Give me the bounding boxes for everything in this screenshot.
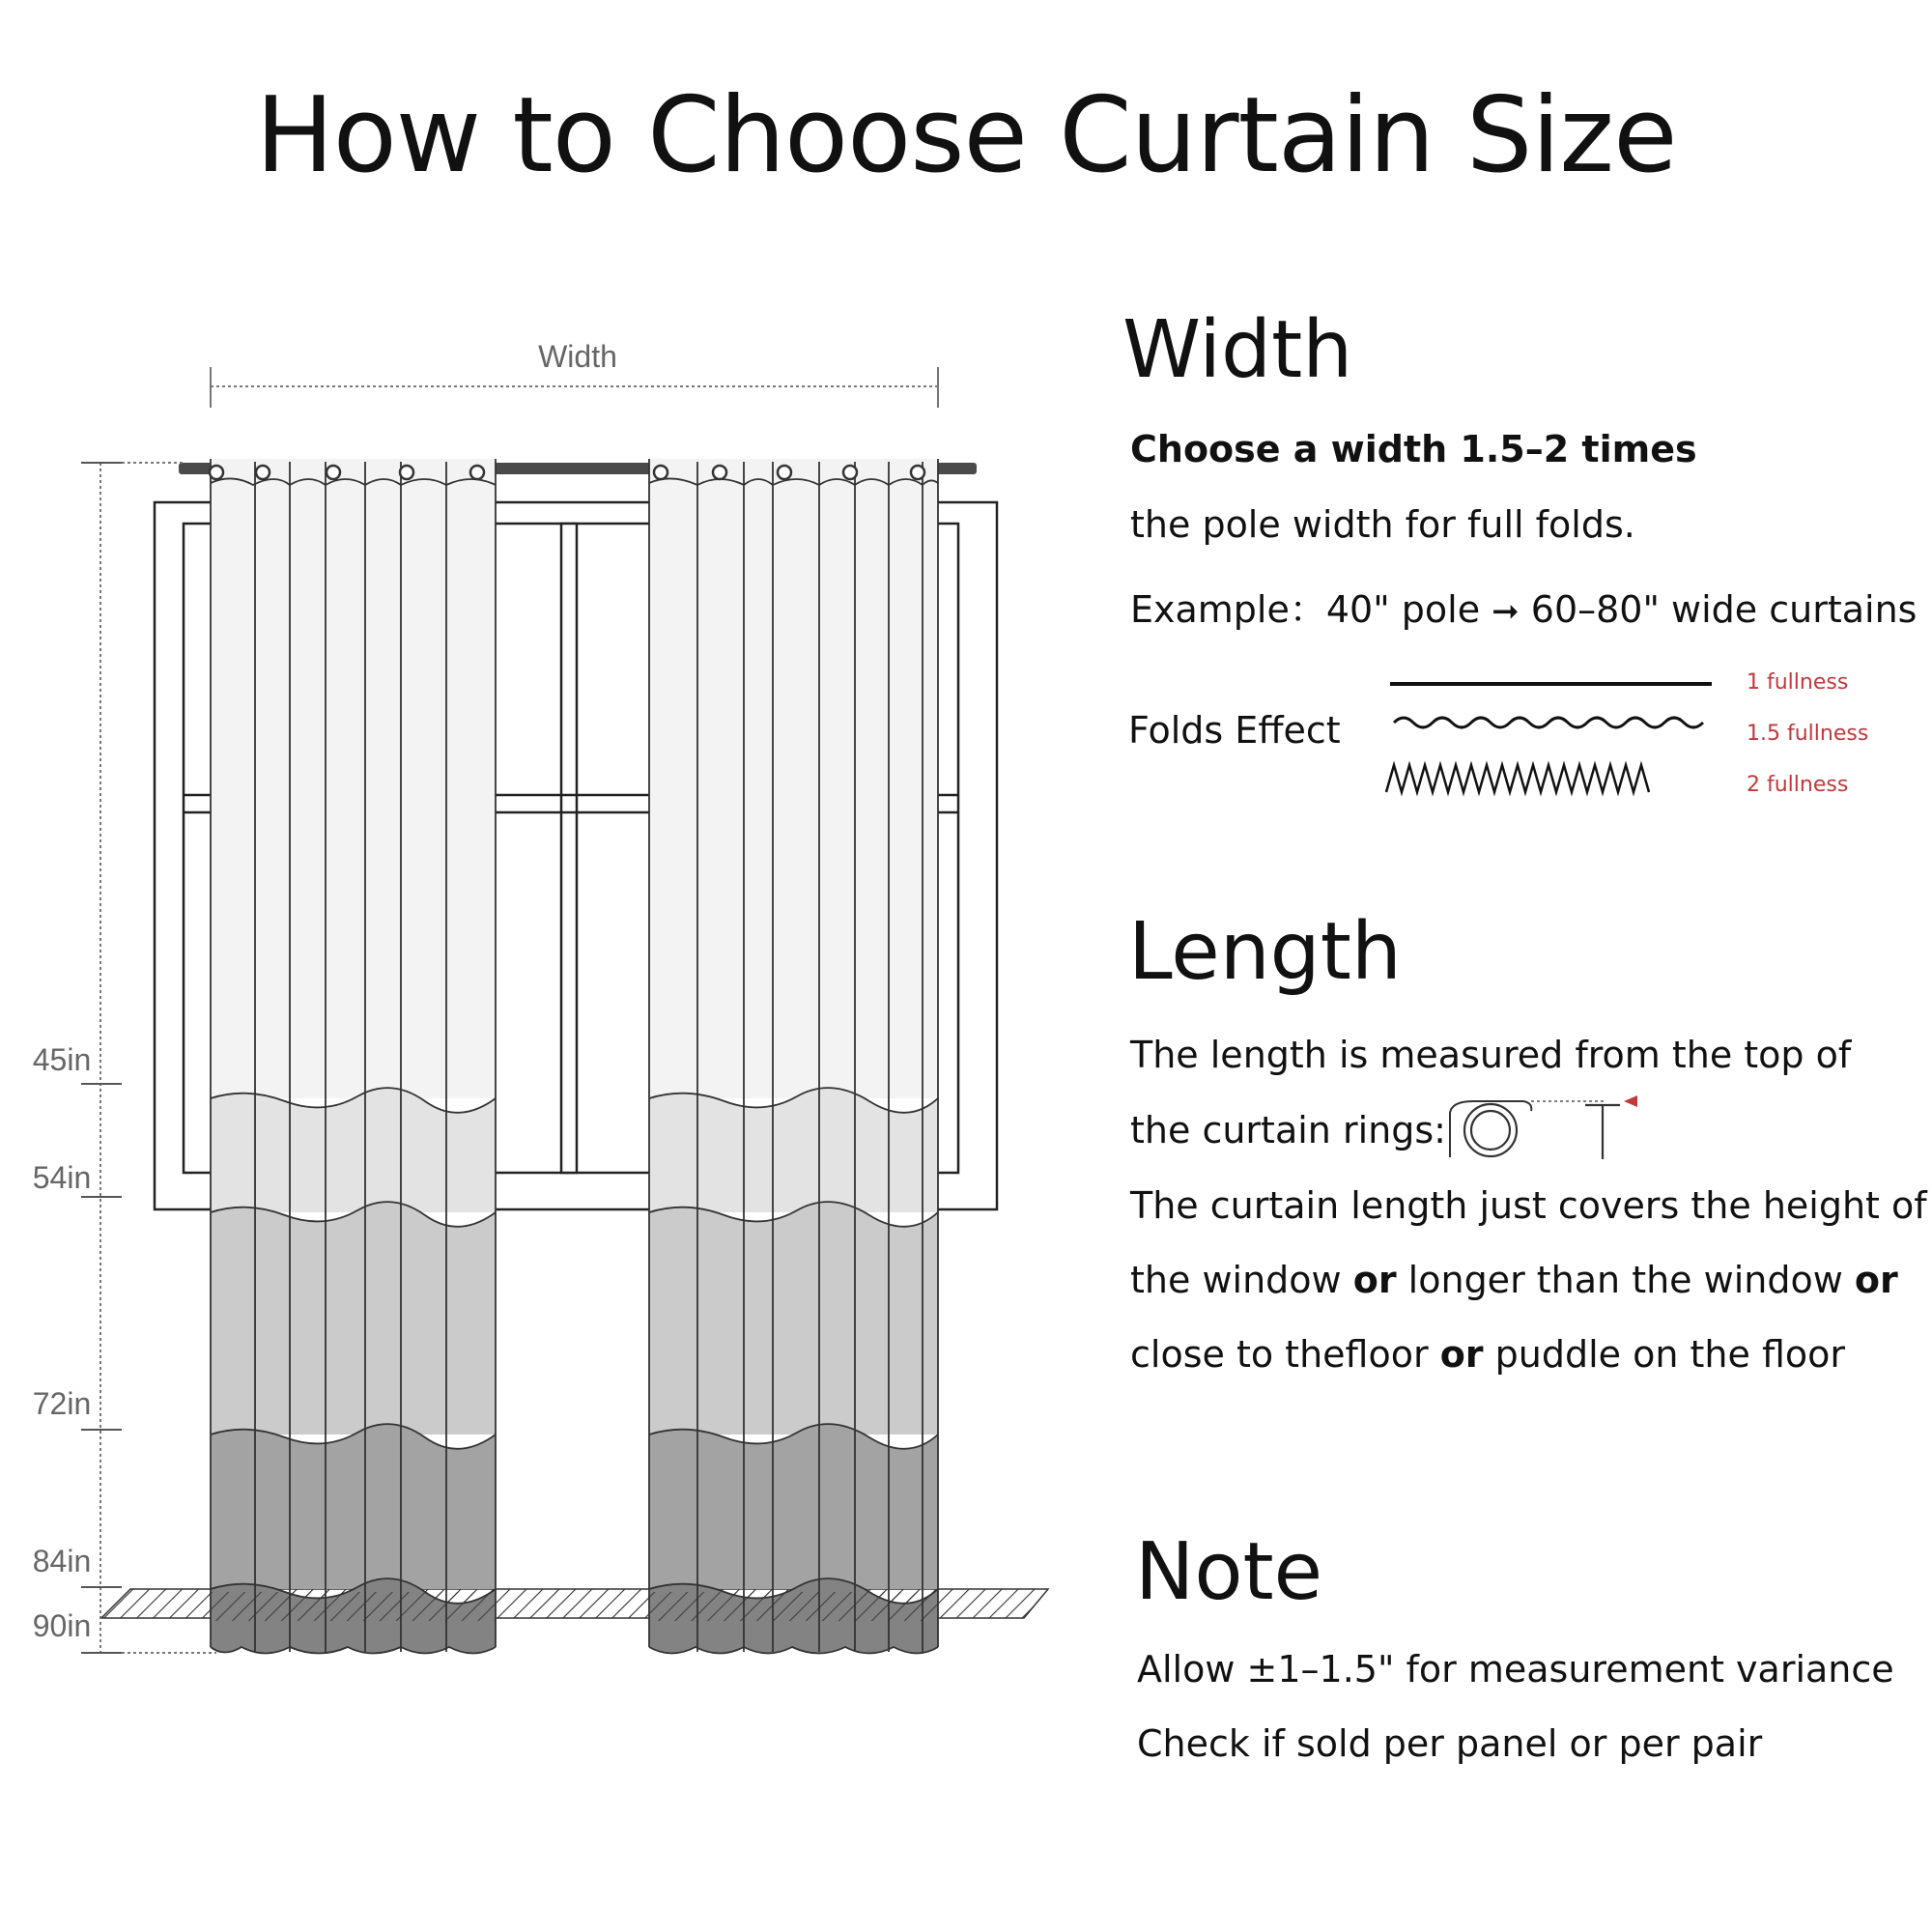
length-line-4 <box>1130 1259 1898 1301</box>
example-prefix: Example： <box>1130 588 1326 631</box>
length-line-2-text: the curtain rings: <box>1130 1109 1446 1151</box>
example-result: 60–80" wide curtains <box>1530 588 1918 631</box>
fold-line-1-5-fullness <box>1394 718 1703 727</box>
length-line-2 <box>1130 1109 1446 1151</box>
length-line-5-a: close to thefloor <box>1130 1333 1429 1376</box>
width-line-2: the pole width for full folds. <box>1130 503 1635 546</box>
curtain-diagram <box>0 0 1082 1700</box>
example-pole: 40" pole <box>1325 588 1481 631</box>
length-line-4-a: the window <box>1130 1259 1342 1301</box>
length-line-5-b: puddle on the floor <box>1494 1333 1846 1376</box>
width-example <box>1130 580 1917 633</box>
right-arrow-icon: ➞ <box>1492 592 1520 631</box>
or-emphasis-3: or <box>1439 1333 1484 1376</box>
width-dimension <box>211 339 938 408</box>
length-line-1: The length is measured from the top of <box>1130 1034 1852 1076</box>
width-dimension-label: Width <box>538 339 617 374</box>
length-mark-54in: 54in <box>32 1160 92 1195</box>
length-heading: Length <box>1128 906 1402 998</box>
curtain-panel-right <box>649 459 938 1654</box>
red-pointer-icon <box>1624 1095 1637 1107</box>
length-mark-90in: 90in <box>32 1608 92 1643</box>
note-heading: Note <box>1135 1526 1323 1618</box>
length-mark-45in: 45in <box>32 1042 92 1077</box>
width-heading: Width <box>1122 304 1353 396</box>
fold-line-2-fullness <box>1386 765 1649 792</box>
fold-label-1-5: 1.5 fullness <box>1747 722 1869 746</box>
length-line-3: The curtain length just covers the height of <box>1130 1184 1927 1227</box>
note-line-1: Allow ±1–1.5" for measurement variance <box>1137 1648 1894 1690</box>
height-ruler <box>33 463 216 1653</box>
curtain-panel-left <box>210 459 496 1654</box>
length-line-4-b: longer than the window <box>1407 1259 1843 1301</box>
folds-effect-label: Folds Effect <box>1128 709 1341 752</box>
width-bold-line: Choose a width 1.5–2 times <box>1130 428 1697 470</box>
or-emphasis-2: or <box>1854 1259 1898 1301</box>
note-line-2: Check if sold per panel or per pair <box>1137 1722 1763 1765</box>
curtain-ring-icon <box>1444 1092 1666 1169</box>
or-emphasis-1: or <box>1352 1259 1397 1301</box>
folds-effect-illustration <box>1377 667 1744 802</box>
length-line-5 <box>1130 1333 1845 1376</box>
page-title: How to Choose Curtain Size <box>255 75 1677 196</box>
fold-label-2: 2 fullness <box>1747 773 1849 797</box>
length-mark-84in: 84in <box>32 1544 92 1578</box>
length-mark-72in: 72in <box>32 1386 92 1421</box>
fold-label-1: 1 fullness <box>1747 670 1849 695</box>
